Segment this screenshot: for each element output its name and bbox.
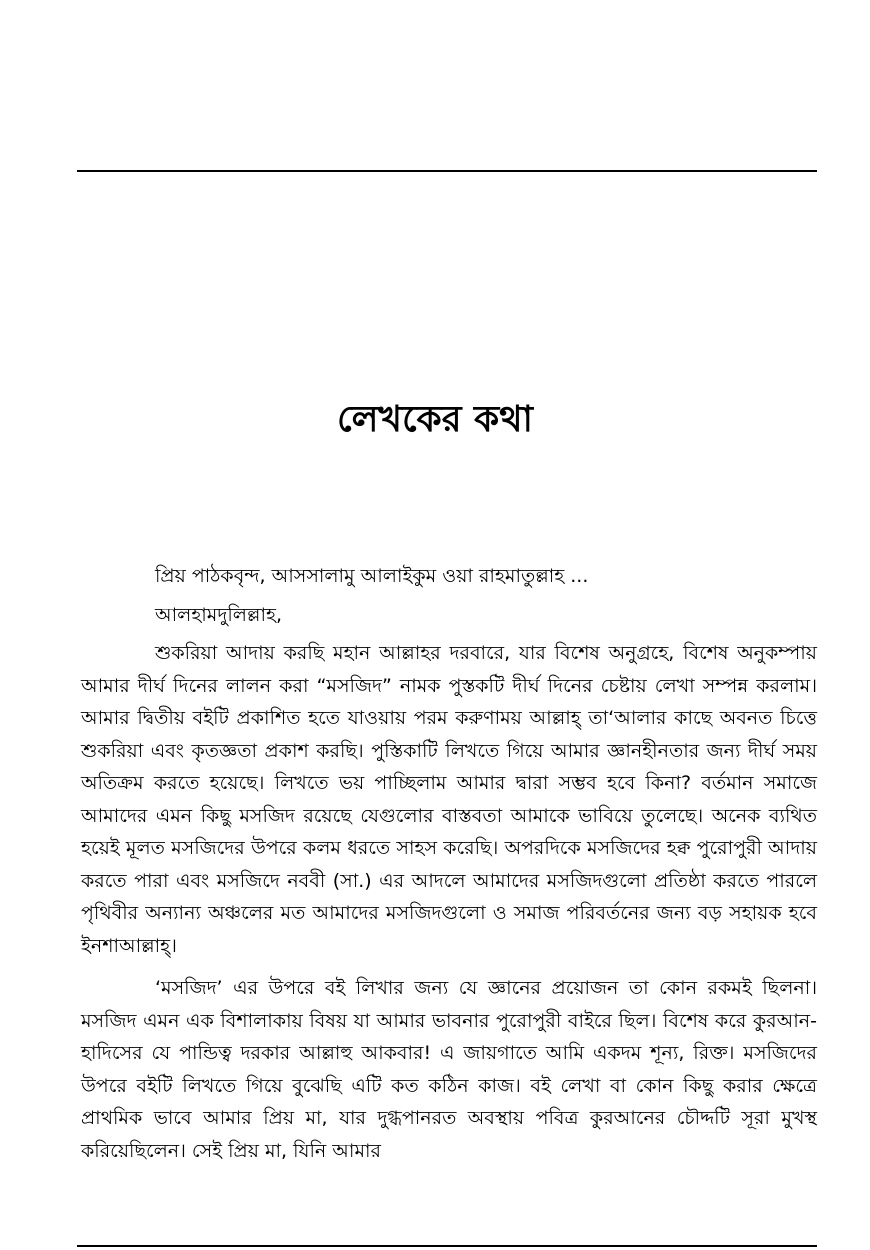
opening-line: আলহামদুলিল্লাহ, [155,603,282,626]
bottom-rule [77,1245,817,1247]
paragraph-1: শুকরিয়া আদায় করছি মহান আল্লাহর দরবারে, যার বিশেষ অনুগ্রহে, বিশেষ অনুকম্পায় আমার দীর্ঘ দিনের লালন করা “মসজিদ” নামক পুস্তকটি দীর্ঘ দিনের চেষ্টায় লেখা সম্পন্ন করলাম। আমার দ্বিতীয় বইটি প্রকাশিত হতে যাওয়ায় পরম করুণাময় আল্লাহ্ তা‘আলার কাছে অবনত চিত্তে শুকরিয়া এবং কৃতজ্ঞতা প্রকাশ করছি। পুস্তিকাটি লিখতে গিয়ে আমার জ্ঞানহীনতার জন্য দীর্ঘ সময় অতিক্রম করতে হয়েছে। লিখতে ভয় পাচ্ছিলাম আমার দ্বারা সম্ভব হবে কিনা? বর্তমান সমাজে আমাদের এমন কিছু মসজিদ রয়েছে যেগুলোর বাস্তবতা আমাকে ভাবিয়ে তুলেছে। অনেক ব্যথিত হয়েই মূলত মসজিদের উপরে কলম ধরতে সাহস করেছি। অপরদিকে মসজিদের হক্ব পুরোপুরী আদায় করতে পারা এবং মসজিদে নববী (সা.) এর আদলে আমাদের মসজিদগুলো প্রতিষ্ঠা করতে পারলে পৃথিবীর অন্যান্য অঞ্চলের মত আমাদের মসজিদগুলো ও সমাজ পরিবর্তনের জন্য বড় সহায়ক হবে ইনশাআল্লাহ্। [81,642,817,957]
body-text [81,560,817,1167]
page-title: লেখকের কথা [337,399,533,440]
greeting-line: প্রিয় পাঠকবৃন্দ, আসসালামু আলাইকুম ওয়া রাহমাতুল্লাহ ... [155,565,589,587]
paragraph-2: ‘মসজিদ’ এর উপরে বই লিখার জন্য যে জ্ঞানের প্রয়োজন তা কোন রকমই ছিলনা। মসজিদ এমন এক বিশালাকায় বিষয় যা আমার ভাবনার পুরোপুরী বাইরে ছিল। বিশেষ করে কুরআন-হাদিসের যে পান্ডিত্ব দরকার আল্লাহু আকবার! এ জায়গাতে আমি একদম শূন্য, রিক্ত। মসজিদের উপরে বইটি লিখতে গিয়ে বুঝেছি এটি কত কঠিন কাজ। বই লেখা বা কোন কিছু করার ক্ষেত্রে প্রাথমিক ভাবে আমার প্রিয় মা, যার দুগ্ধপানরত অবস্থায় পবিত্র কুরআনের চৌদ্দটি সূরা মুখস্থ করিয়েছিলেন। সেই প্রিয় মা, যিনি আমার [81,977,817,1162]
top-rule [77,170,817,172]
